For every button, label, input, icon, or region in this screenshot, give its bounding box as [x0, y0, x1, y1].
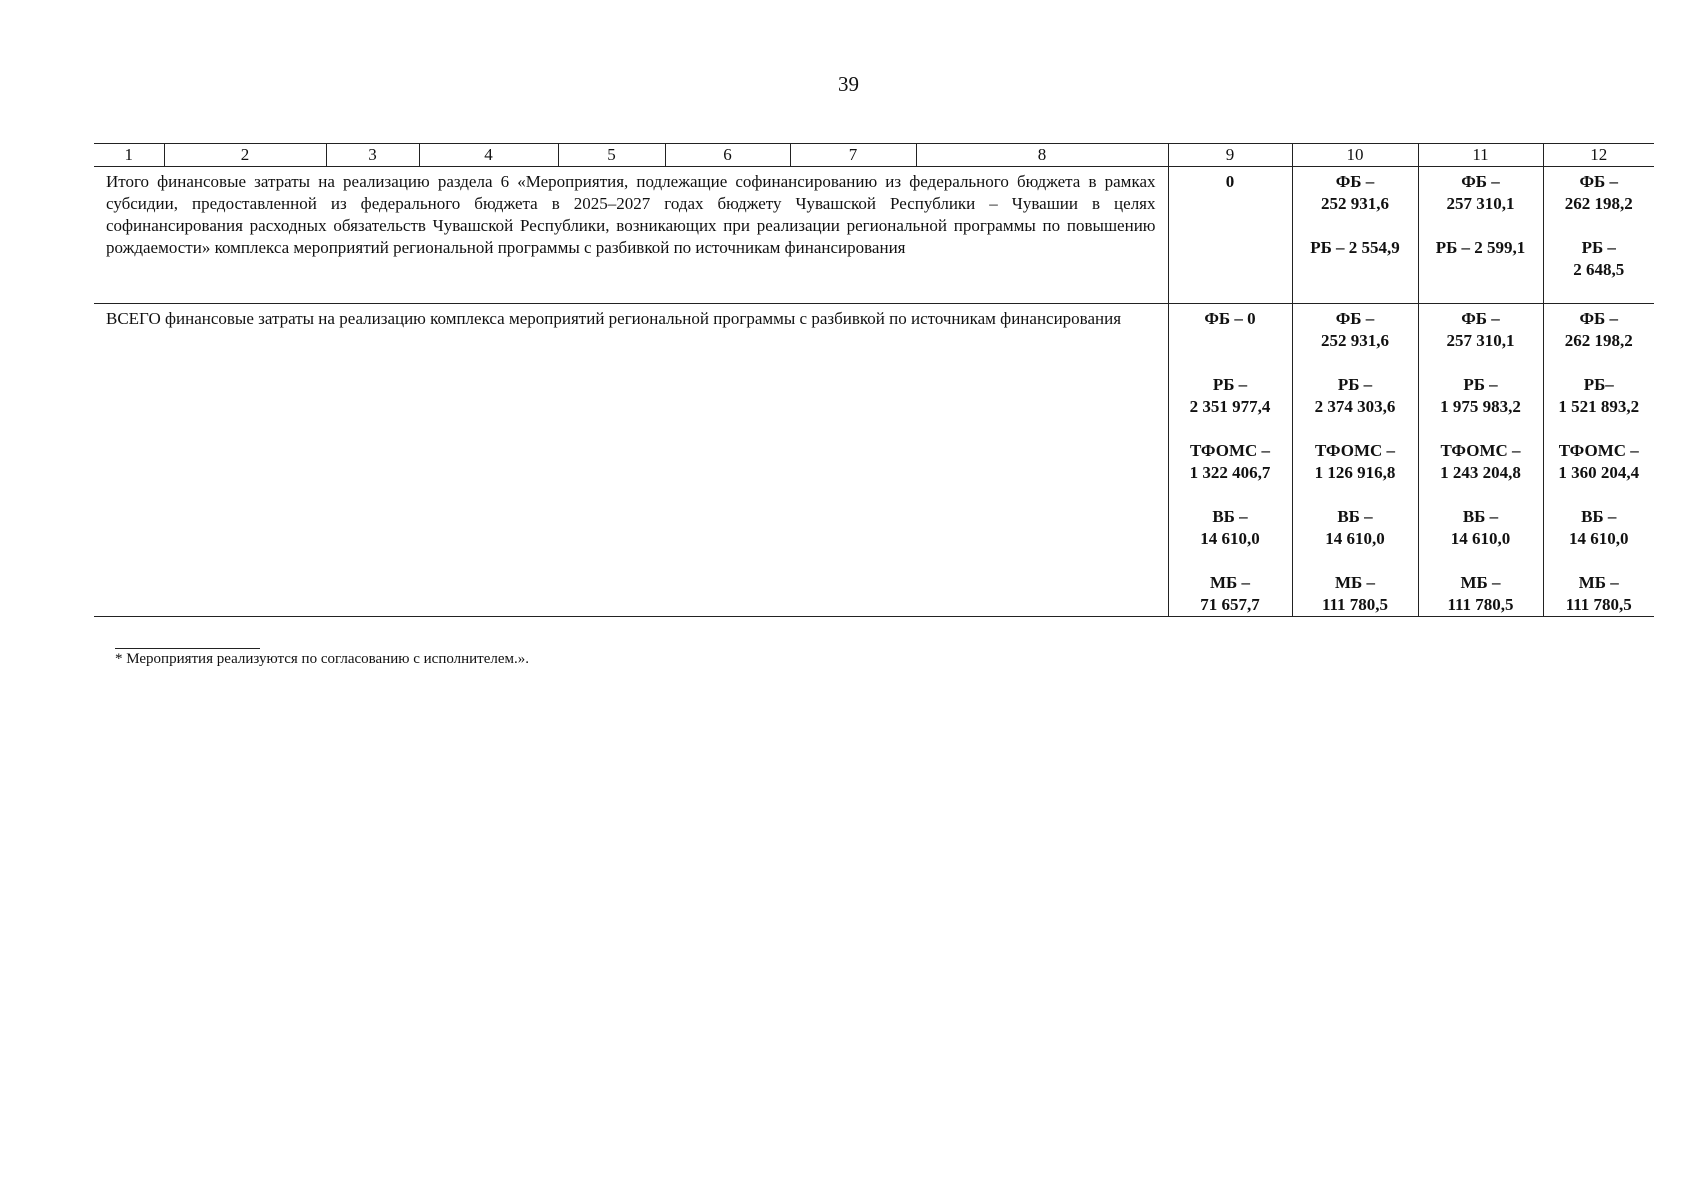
column-number-header	[94, 144, 1654, 167]
tfoms-value: 1 126 916,8	[1314, 463, 1396, 482]
mb-value: 71 657,7	[1200, 595, 1260, 614]
vb-label: ВБ –	[1581, 507, 1617, 526]
rb-value: 1 521 893,2	[1558, 397, 1640, 416]
rb-label: РБ –	[1337, 375, 1373, 394]
rb-label: РБ –	[1463, 375, 1498, 394]
fb-label: ФБ –	[1335, 172, 1375, 191]
row-description: ВСЕГО финансовые затраты на реализацию комплекса мероприятий региональной программы с разбивкой по источникам финансирования	[94, 304, 1168, 617]
tfoms-label: ТФОМС –	[1314, 441, 1396, 460]
rb-value: 2 374 303,6	[1314, 397, 1396, 416]
rb-label: РБ –	[1212, 375, 1248, 394]
rb-value: 2 648,5	[1573, 260, 1625, 279]
vb-label: ВБ –	[1337, 507, 1373, 526]
rb-label: РБ –	[1581, 238, 1616, 257]
fb-value	[1169, 330, 1292, 352]
financing-table	[94, 143, 1654, 617]
tfoms-label: ТФОМС –	[1440, 441, 1521, 460]
cell-col10	[1292, 304, 1418, 617]
mb-label: МБ –	[1460, 573, 1501, 592]
col-header-1: 1	[94, 144, 164, 167]
vb-label: ВБ –	[1212, 507, 1248, 526]
fb-label: ФБ –	[1461, 172, 1500, 191]
table-row-section6-total	[94, 167, 1654, 304]
fb-label: ФБ –	[1461, 309, 1500, 328]
rb-value: 2 351 977,4	[1189, 397, 1271, 416]
fb-label: ФБ – 0	[1204, 309, 1256, 328]
vb-value: 14 610,0	[1325, 529, 1385, 548]
value-text: 0	[1225, 172, 1235, 191]
col-header-12: 12	[1543, 144, 1654, 167]
tfoms-value: 1 322 406,7	[1189, 463, 1271, 482]
cell-col11	[1418, 304, 1543, 617]
rb-label: РБ–	[1583, 375, 1614, 394]
col-header-9: 9	[1168, 144, 1292, 167]
fb-label: ФБ –	[1579, 172, 1619, 191]
fb-value: 262 198,2	[1564, 331, 1633, 350]
fb-value: 252 931,6	[1321, 194, 1389, 213]
cell-col12	[1543, 304, 1654, 617]
col-header-7: 7	[790, 144, 916, 167]
tfoms-label: ТФОМС –	[1558, 441, 1639, 460]
vb-value: 14 610,0	[1200, 529, 1260, 548]
row-description: Итого финансовые затраты на реализацию раздела 6 «Мероприятия, подлежащие софинансированию из федерального бюджета в рамках субсидии, предоставленной из федерального бюджета в 2025–2027 годах бюджету Чувашской Республики – Чувашии в целях софинансирования расходных обязательств Чувашской Республики, возникающих при реализации региональной программы по повышению рождаемости» комплекса мероприятий региональной программы с разбивкой по источникам финансирования	[94, 167, 1168, 304]
footnote-divider	[115, 648, 260, 649]
col-header-10: 10	[1292, 144, 1418, 167]
mb-label: МБ –	[1334, 573, 1376, 592]
fb-label: ФБ –	[1335, 309, 1375, 328]
cell-col10	[1292, 167, 1418, 304]
footnote: * Мероприятия реализуются по согласованию с исполнителем.».	[115, 651, 530, 667]
rb-value: 1 975 983,2	[1440, 397, 1521, 416]
fb-value: 252 931,6	[1321, 331, 1389, 350]
vb-value: 14 610,0	[1450, 529, 1511, 548]
fb-value: 257 310,1	[1446, 331, 1515, 350]
cell-col9	[1168, 304, 1292, 617]
mb-value: 111 780,5	[1447, 595, 1514, 614]
mb-label: МБ –	[1209, 573, 1251, 592]
col-header-3: 3	[326, 144, 419, 167]
page-number: 39	[838, 72, 859, 96]
tfoms-value: 1 360 204,4	[1558, 463, 1640, 482]
fb-label: ФБ –	[1579, 309, 1619, 328]
rb-label: РБ – 2 599,1	[1435, 238, 1526, 257]
rb-label: РБ – 2 554,9	[1310, 238, 1400, 257]
col-header-5: 5	[558, 144, 665, 167]
mb-value: 111 780,5	[1321, 595, 1389, 614]
vb-value: 14 610,0	[1569, 529, 1629, 548]
cell-col11	[1418, 167, 1543, 304]
fb-value: 257 310,1	[1446, 194, 1515, 213]
tfoms-label: ТФОМС –	[1189, 441, 1271, 460]
col-header-2: 2	[164, 144, 326, 167]
col-header-8: 8	[916, 144, 1168, 167]
col-header-11: 11	[1418, 144, 1543, 167]
cell-col9	[1168, 167, 1292, 304]
tfoms-value: 1 243 204,8	[1440, 463, 1521, 482]
cell-col12	[1543, 167, 1654, 304]
table-row-grand-total	[94, 304, 1654, 617]
mb-value: 111 780,5	[1565, 595, 1632, 614]
col-header-6: 6	[665, 144, 790, 167]
vb-label: ВБ –	[1462, 507, 1499, 526]
fb-value: 262 198,2	[1564, 194, 1633, 213]
mb-label: МБ –	[1578, 573, 1619, 592]
col-header-4: 4	[419, 144, 558, 167]
